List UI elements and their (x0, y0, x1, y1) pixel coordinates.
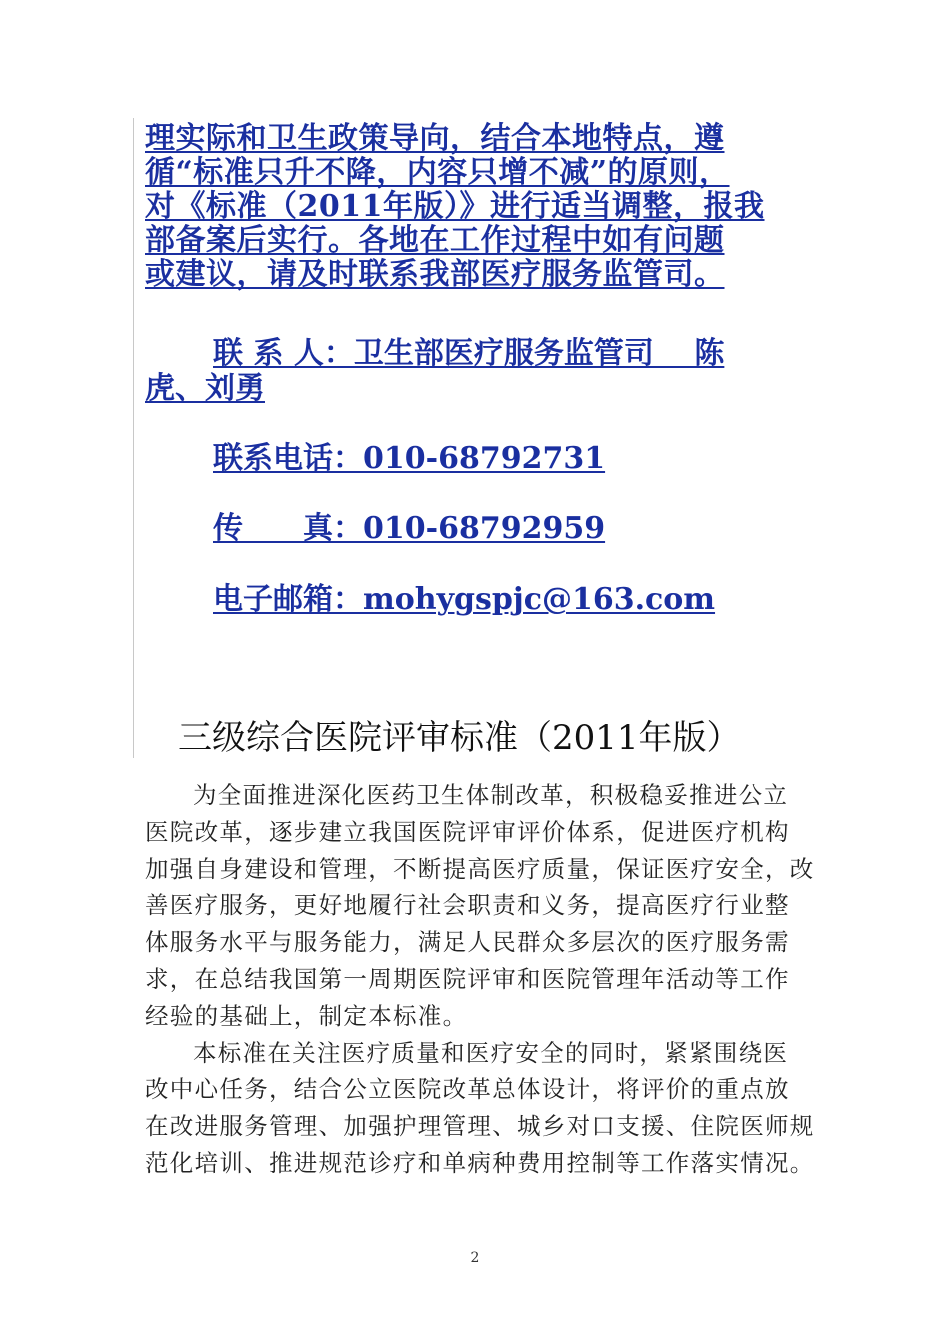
contact-phone-text: 联系电话：010-68792731 (213, 441, 606, 476)
body-line: 范化培训、推进规范诊疗和单病种费用控制等工作落实情况。 (145, 1148, 815, 1177)
contact-email (145, 583, 715, 617)
body-line: 医院改革，逐步建立我国医院评审评价体系，促进医疗机构 (145, 817, 790, 846)
contact-email-text: 电子邮箱：mohygspjc@163.com (213, 582, 716, 617)
notice-paragraph (145, 122, 845, 292)
contact-fax (145, 512, 605, 546)
contact-phone (145, 442, 605, 476)
body-line: 改中心任务，结合公立医院改革总体设计，将评价的重点放 (145, 1075, 790, 1104)
contact-person-line2: 虎、刘勇 (145, 371, 265, 406)
contact-person (145, 337, 724, 371)
notice-line: 对《标准（2011年版）》进行适当调整，报我 (145, 189, 765, 224)
body-line: 加强自身建设和管理，不断提高医疗质量，保证医疗安全，改 (145, 854, 815, 883)
contact-person-cont (145, 372, 265, 406)
notice-line: 或建议，请及时联系我部医疗服务监管司。 (145, 257, 725, 292)
contact-person-line1: 联 系 人：卫生部医疗服务监管司 陈 (213, 336, 725, 371)
document-title: 三级综合医院评审标准（2011年版） (178, 718, 741, 758)
body-line: 经验的基础上，制定本标准。 (145, 1001, 468, 1030)
body-line: 在改进服务管理、加强护理管理、城乡对口支援、住院医师规 (145, 1112, 815, 1141)
notice-line: 循“标准只升不降，内容只增不减”的原则， (145, 155, 730, 190)
notice-line: 部备案后实行。各地在工作过程中如有问题 (145, 223, 725, 258)
document-body (145, 777, 817, 1182)
body-line: 本标准在关注医疗质量和医疗安全的同时，紧紧围绕医 (193, 1038, 789, 1067)
notice-line: 理实际和卫生政策导向，结合本地特点，遵 (145, 121, 725, 156)
body-line: 善医疗服务，更好地履行社会职责和义务，提高医疗行业整 (145, 891, 790, 920)
body-line: 为全面推进深化医药卫生体制改革，积极稳妥推进公立 (193, 781, 789, 809)
body-line: 求，在总结我国第一周期医院评审和医院管理年活动等工作 (145, 964, 790, 993)
margin-line (133, 118, 134, 758)
contact-fax-text: 传 真：010-68792959 (213, 511, 606, 546)
body-line: 体服务水平与服务能力，满足人民群众多层次的医疗服务需 (145, 928, 790, 957)
page-number: 2 (470, 1250, 480, 1266)
